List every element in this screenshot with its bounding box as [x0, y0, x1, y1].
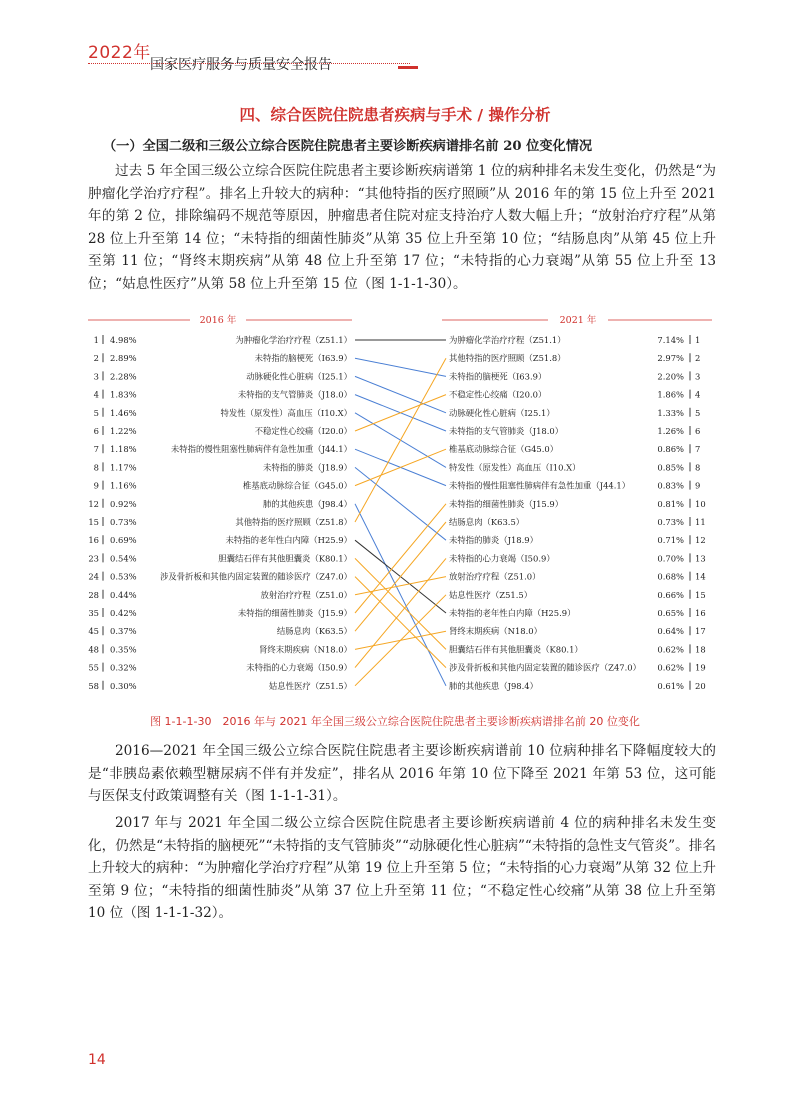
right-percent: 0.70%	[657, 553, 684, 564]
right-rank: 17	[695, 626, 706, 637]
left-rank: 24	[88, 571, 99, 582]
rank-link-line	[355, 467, 446, 540]
right-percent: 0.68%	[657, 571, 684, 582]
left-percent: 0.37%	[110, 626, 137, 637]
right-disease-label: 未特指的肺炎（J18.9）	[449, 535, 539, 546]
page-number: 14	[88, 1052, 106, 1068]
body-paragraph-3	[88, 812, 716, 925]
right-rank: 11	[695, 517, 706, 527]
rank-link-line	[355, 522, 446, 631]
right-percent: 0.62%	[657, 662, 684, 673]
left-disease-label: 未特指的支气管肺炎（J18.0）	[237, 389, 352, 400]
left-rank: 58	[88, 680, 99, 691]
paragraph-text: 过去 5 年全国三级公立综合医院住院患者主要诊断疾病谱第 1 位的病种排名未发生变化，仍然是“为肿瘤化学治疗疗程”。排名上升较大的病种：“其他特指的医疗照顾”从 2016 年的第 15 位上升至 2021 年的第 2 位，排除编码不规范等原因，肿瘤患者住院对症支持治疗人数大幅上升；“放射治疗疗程”从第 28 位上升至第 14 位；“未特指的细菌性肺炎”从第 35 位上升至第 10 位；“结肠息肉”从第 45 位上升至第 11 位；“肾终末期疾病”从第 48 位上升至第 17 位；“未特指的心力衰竭”从第 55 位上升至 13 位；“姑息性医疗”从第 58 位上升至第 15 位（图 1-1-1-30）。	[88, 163, 716, 292]
left-percent: 0.32%	[110, 662, 137, 673]
right-disease-label: 结肠息肉（K63.5）	[449, 517, 525, 527]
right-rank: 20	[695, 680, 706, 691]
left-disease-label: 未特指的老年性白内障（H25.9）	[225, 535, 352, 546]
right-rank: 13	[695, 553, 706, 564]
left-percent: 0.35%	[110, 644, 137, 655]
left-rank: 23	[88, 553, 99, 564]
left-rank: 7	[93, 444, 99, 455]
left-rank: 4	[93, 389, 99, 400]
left-percent: 1.18%	[110, 444, 137, 455]
right-disease-label: 未特指的细菌性肺炎（J15.9）	[449, 498, 564, 509]
right-disease-label: 涉及骨折板和其他内固定装置的随诊医疗（Z47.0）	[449, 662, 641, 673]
left-percent: 0.73%	[110, 517, 137, 527]
rank-link-line	[355, 504, 446, 613]
right-rank: 18	[695, 644, 706, 655]
left-rank: 12	[88, 498, 99, 509]
left-rank: 35	[88, 608, 99, 618]
right-percent: 0.73%	[657, 517, 684, 527]
right-percent: 0.81%	[657, 498, 684, 509]
left-disease-label: 放射治疗疗程（Z51.0）	[260, 589, 352, 600]
left-disease-label: 姑息性医疗（Z51.5）	[268, 680, 352, 691]
right-disease-label: 姑息性医疗（Z51.5）	[449, 589, 533, 600]
left-percent: 2.89%	[110, 353, 137, 364]
left-rank: 16	[88, 535, 99, 546]
right-percent: 1.33%	[657, 407, 684, 418]
rank-link-line	[355, 504, 446, 686]
left-percent: 1.22%	[110, 426, 137, 436]
left-rank: 45	[88, 626, 99, 637]
left-percent: 1.17%	[110, 462, 137, 473]
left-rank: 8	[93, 462, 99, 473]
left-disease-label: 特发性（原发性）高血压（I10.X）	[220, 407, 352, 418]
right-percent: 0.71%	[657, 535, 684, 546]
left-disease-label: 涉及骨折板和其他内固定装置的随诊医疗（Z47.0）	[160, 571, 352, 582]
right-disease-label: 放射治疗疗程（Z51.0）	[449, 571, 541, 582]
left-percent: 2.28%	[110, 371, 137, 382]
left-rank: 5	[93, 407, 99, 418]
left-percent: 0.44%	[110, 589, 137, 600]
right-disease-label: 其他特指的医疗照顾（Z51.8）	[449, 353, 566, 364]
right-disease-label: 未特指的脑梗死（I63.9）	[449, 371, 547, 382]
right-disease-label: 为肿瘤化学治疗疗程（Z51.1）	[449, 335, 566, 345]
header-title: 国家医疗服务与质量安全报告	[150, 57, 332, 73]
right-disease-label: 不稳定性心绞痛（I20.0）	[449, 389, 547, 400]
right-rank: 15	[695, 589, 706, 600]
right-rank: 7	[695, 444, 701, 455]
right-percent: 0.64%	[657, 626, 684, 637]
right-percent: 0.62%	[657, 644, 684, 655]
left-disease-label: 未特指的肺炎（J18.9）	[262, 462, 352, 473]
left-rank: 2	[93, 353, 99, 364]
left-percent: 0.69%	[110, 535, 137, 546]
right-rank: 1	[695, 335, 701, 345]
right-rank: 14	[695, 571, 706, 582]
left-rank: 9	[93, 480, 99, 491]
right-rank: 12	[695, 535, 706, 546]
right-rank: 10	[695, 498, 706, 509]
left-percent: 0.30%	[110, 680, 137, 691]
left-percent: 0.54%	[110, 553, 137, 564]
left-disease-label: 肾终末期疾病（N18.0）	[259, 644, 352, 655]
right-disease-label: 肺的其他疾患（J98.4）	[449, 680, 539, 691]
left-disease-label: 其他特指的医疗照顾（Z51.8）	[235, 517, 352, 527]
left-disease-label: 结肠息肉（K63.5）	[276, 626, 352, 637]
left-rank: 6	[93, 426, 99, 436]
right-rank: 19	[695, 662, 706, 673]
rank-link-line	[355, 558, 446, 667]
rank-link-line	[355, 577, 446, 668]
right-percent: 1.26%	[657, 426, 684, 436]
left-rank: 15	[88, 517, 99, 527]
right-rank: 16	[695, 608, 706, 618]
left-disease-label: 未特指的细菌性肺炎（J15.9）	[237, 608, 352, 618]
right-disease-label: 特发性（原发性）高血压（I10.X）	[449, 462, 581, 473]
left-rank: 28	[88, 589, 99, 600]
left-percent: 1.16%	[110, 480, 137, 491]
figure-caption: 图 1-1-1-30 2016 年与 2021 年全国三级公立综合医院住院患者主要诊断疾病谱排名前 20 位变化	[150, 715, 640, 728]
left-percent: 0.42%	[110, 608, 137, 618]
rank-link-line	[355, 358, 446, 522]
left-disease-label: 胆囊结石伴有其他胆囊炎（K80.1）	[218, 553, 352, 564]
right-percent: 0.83%	[657, 480, 684, 491]
left-disease-label: 未特指的心力衰竭（I50.9）	[246, 662, 352, 673]
left-rank: 1	[93, 335, 99, 345]
left-disease-label: 椎基底动脉综合征（G45.0）	[242, 480, 352, 491]
right-rank: 2	[695, 353, 701, 364]
left-year-label: 2016 年	[199, 315, 237, 326]
right-percent: 0.85%	[657, 462, 684, 473]
left-disease-label: 未特指的慢性阻塞性肺病伴有急性加重（J44.1）	[170, 444, 352, 455]
rank-link-line	[355, 558, 446, 649]
right-rank: 5	[695, 407, 701, 418]
left-rank: 48	[88, 644, 99, 655]
left-percent: 1.46%	[110, 407, 137, 418]
rank-link-line	[355, 595, 446, 686]
right-percent: 0.61%	[657, 680, 684, 691]
paragraph-text: 2017 年与 2021 年全国二级公立综合医院住院患者主要诊断疾病谱前 4 位的病种排名未发生变化，仍然是“未特指的脑梗死”“未特指的支气管肺炎”“动脉硬化性心脏病”“未特指的急性支气管炎”。排名上升较大的病种：“为肿瘤化学治疗疗程”从第 19 位上升至第 5 位；“未特指的心力衰竭”从第 32 位上升至第 9 位；“未特指的细菌性肺炎”从第 37 位上升至第 11 位；“不稳定性心绞痛”从第 38 位上升至第 10 位（图 1-1-1-32）。	[88, 815, 716, 921]
right-percent: 2.97%	[657, 353, 684, 364]
subsection-title: （一）全国二级和三级公立综合医院住院患者主要诊断疾病谱排名前 20 位变化情况	[103, 139, 593, 154]
left-rank: 55	[88, 662, 99, 673]
right-disease-label: 未特指的慢性阻塞性肺病伴有急性加重（J44.1）	[449, 480, 631, 491]
left-rank: 3	[93, 371, 99, 382]
right-disease-label: 未特指的支气管肺炎（J18.0）	[449, 426, 564, 436]
left-percent: 0.92%	[110, 498, 137, 509]
left-percent: 4.98%	[110, 335, 137, 345]
right-disease-label: 未特指的心力衰竭（I50.9）	[449, 553, 555, 564]
left-disease-label: 肺的其他疾患（J98.4）	[262, 498, 352, 509]
right-percent: 1.86%	[657, 389, 684, 400]
left-disease-label: 未特指的脑梗死（I63.9）	[254, 353, 352, 364]
right-percent: 0.86%	[657, 444, 684, 455]
right-disease-label: 椎基底动脉综合征（G45.0）	[449, 444, 559, 455]
right-percent: 0.65%	[657, 608, 684, 618]
right-disease-label: 胆囊结石伴有其他胆囊炎（K80.1）	[449, 644, 583, 655]
rank-link-line	[355, 577, 446, 595]
left-percent: 0.53%	[110, 571, 137, 582]
right-rank: 3	[695, 371, 701, 382]
right-percent: 7.14%	[657, 335, 684, 345]
right-percent: 2.20%	[657, 371, 684, 382]
right-year-label: 2021 年	[559, 315, 597, 326]
right-disease-label: 肾终末期疾病（N18.0）	[449, 626, 542, 637]
paragraph-text: 2016—2021 年全国三级公立综合医院住院患者主要诊断疾病谱前 10 位病种排名下降幅度较大的是“非胰岛素依赖型糖尿病不伴有并发症”，排名从 2016 年第 10 位下降至 2021 年第 53 位，这可能与医保支付政策调整有关（图 1-1-1-31）。	[88, 743, 716, 804]
left-disease-label: 不稳定性心绞痛（I20.0）	[254, 426, 352, 436]
body-paragraph-2	[88, 740, 716, 808]
left-disease-label: 为肿瘤化学治疗疗程（Z51.1）	[235, 335, 352, 345]
right-disease-label: 未特指的老年性白内障（H25.9）	[449, 608, 576, 618]
right-disease-label: 动脉硬化性心脏病（I25.1）	[449, 407, 555, 418]
left-percent: 1.83%	[110, 389, 137, 400]
right-rank: 9	[695, 480, 701, 491]
right-rank: 4	[695, 389, 701, 400]
section-title: 四、综合医院住院患者疾病与手术 / 操作分析	[239, 106, 551, 124]
rank-link-line	[355, 358, 446, 376]
header-year: 2022年	[88, 43, 151, 63]
right-rank: 8	[695, 462, 701, 473]
left-disease-label: 动脉硬化性心脏病（I25.1）	[246, 371, 352, 382]
right-rank: 6	[695, 426, 701, 436]
right-percent: 0.66%	[657, 589, 684, 600]
